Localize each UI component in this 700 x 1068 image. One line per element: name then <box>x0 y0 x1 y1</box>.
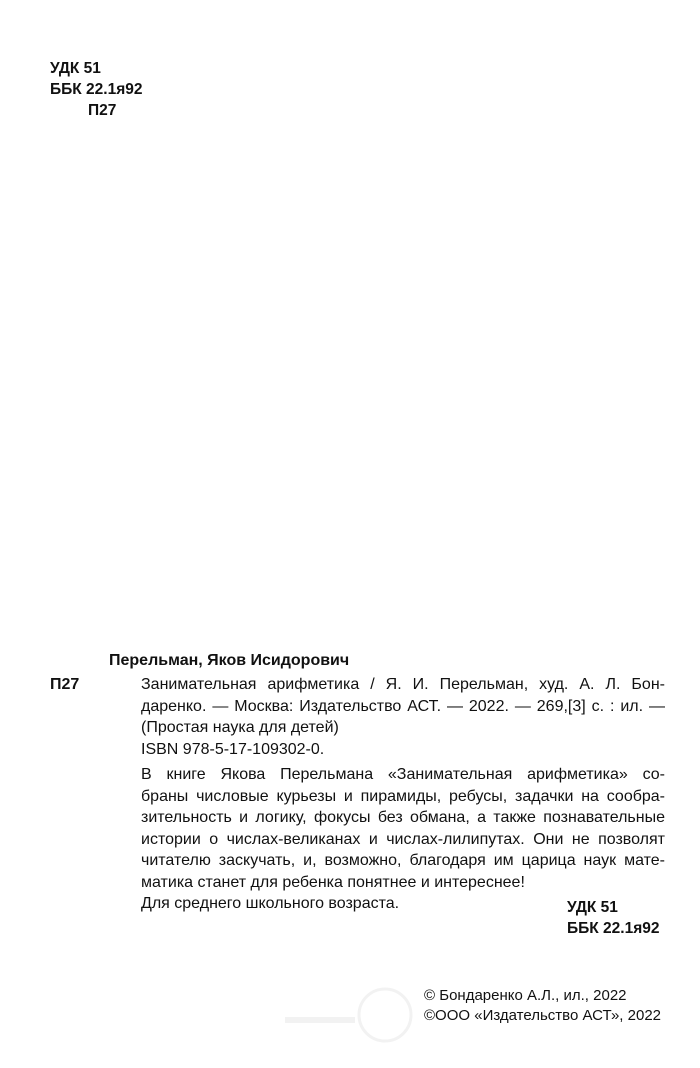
annotation-line: истории о числах-великанах и числах-лилипутах. Они не позволят <box>141 830 665 848</box>
isbn: ISBN 978-5-17-109302-0. <box>141 741 325 758</box>
udk-code: УДК 51 <box>567 899 618 916</box>
author-heading: Перельман, Яков Исидорович <box>109 652 350 669</box>
copyright-publisher: ©ООО «Издательство АСТ», 2022 <box>424 1007 662 1024</box>
annotation-line: матика станет для ребенка понятнее и интереснее! <box>141 873 525 891</box>
copyright-block <box>424 986 661 1026</box>
annotation-audience: Для среднего школьного возраста. <box>141 895 400 912</box>
bibliographic-description <box>109 674 665 739</box>
bbk-code: ББК 22.1я92 <box>50 81 143 98</box>
annotation <box>109 764 665 915</box>
biblio-line: (Простая наука для детей) <box>141 719 339 736</box>
author-mark-left: П27 <box>50 676 80 693</box>
annotation-line: читателю заскучать, и, возможно, благодаря им царица наук мате- <box>141 852 665 869</box>
classification-codes-bottom <box>567 897 660 939</box>
copyright-illustrator: © Бондаренко А.Л., ил., 2022 <box>424 987 627 1004</box>
biblio-line: даренко. — Москва: Издательство АСТ. — 2022. — 269,[3] с. : ил. — <box>141 697 665 715</box>
annotation-line: зительность и логику, фокусы без обмана, а также познавательные <box>141 809 665 826</box>
publisher-logo-watermark <box>285 985 415 1045</box>
author-mark-code: П27 <box>88 102 117 119</box>
annotation-line: В книге Якова Перельмана «Занимательная арифметика» со- <box>141 766 665 783</box>
bbk-code: ББК 22.1я92 <box>567 920 660 937</box>
annotation-line: браны числовые курьезы и пирамиды, ребусы, задачки на сообра- <box>141 787 665 805</box>
classification-codes-top <box>50 58 143 121</box>
biblio-line: Занимательная арифметика / Я. И. Перельман, худ. А. Л. Бон- <box>141 676 665 693</box>
udk-code: УДК 51 <box>50 60 101 77</box>
